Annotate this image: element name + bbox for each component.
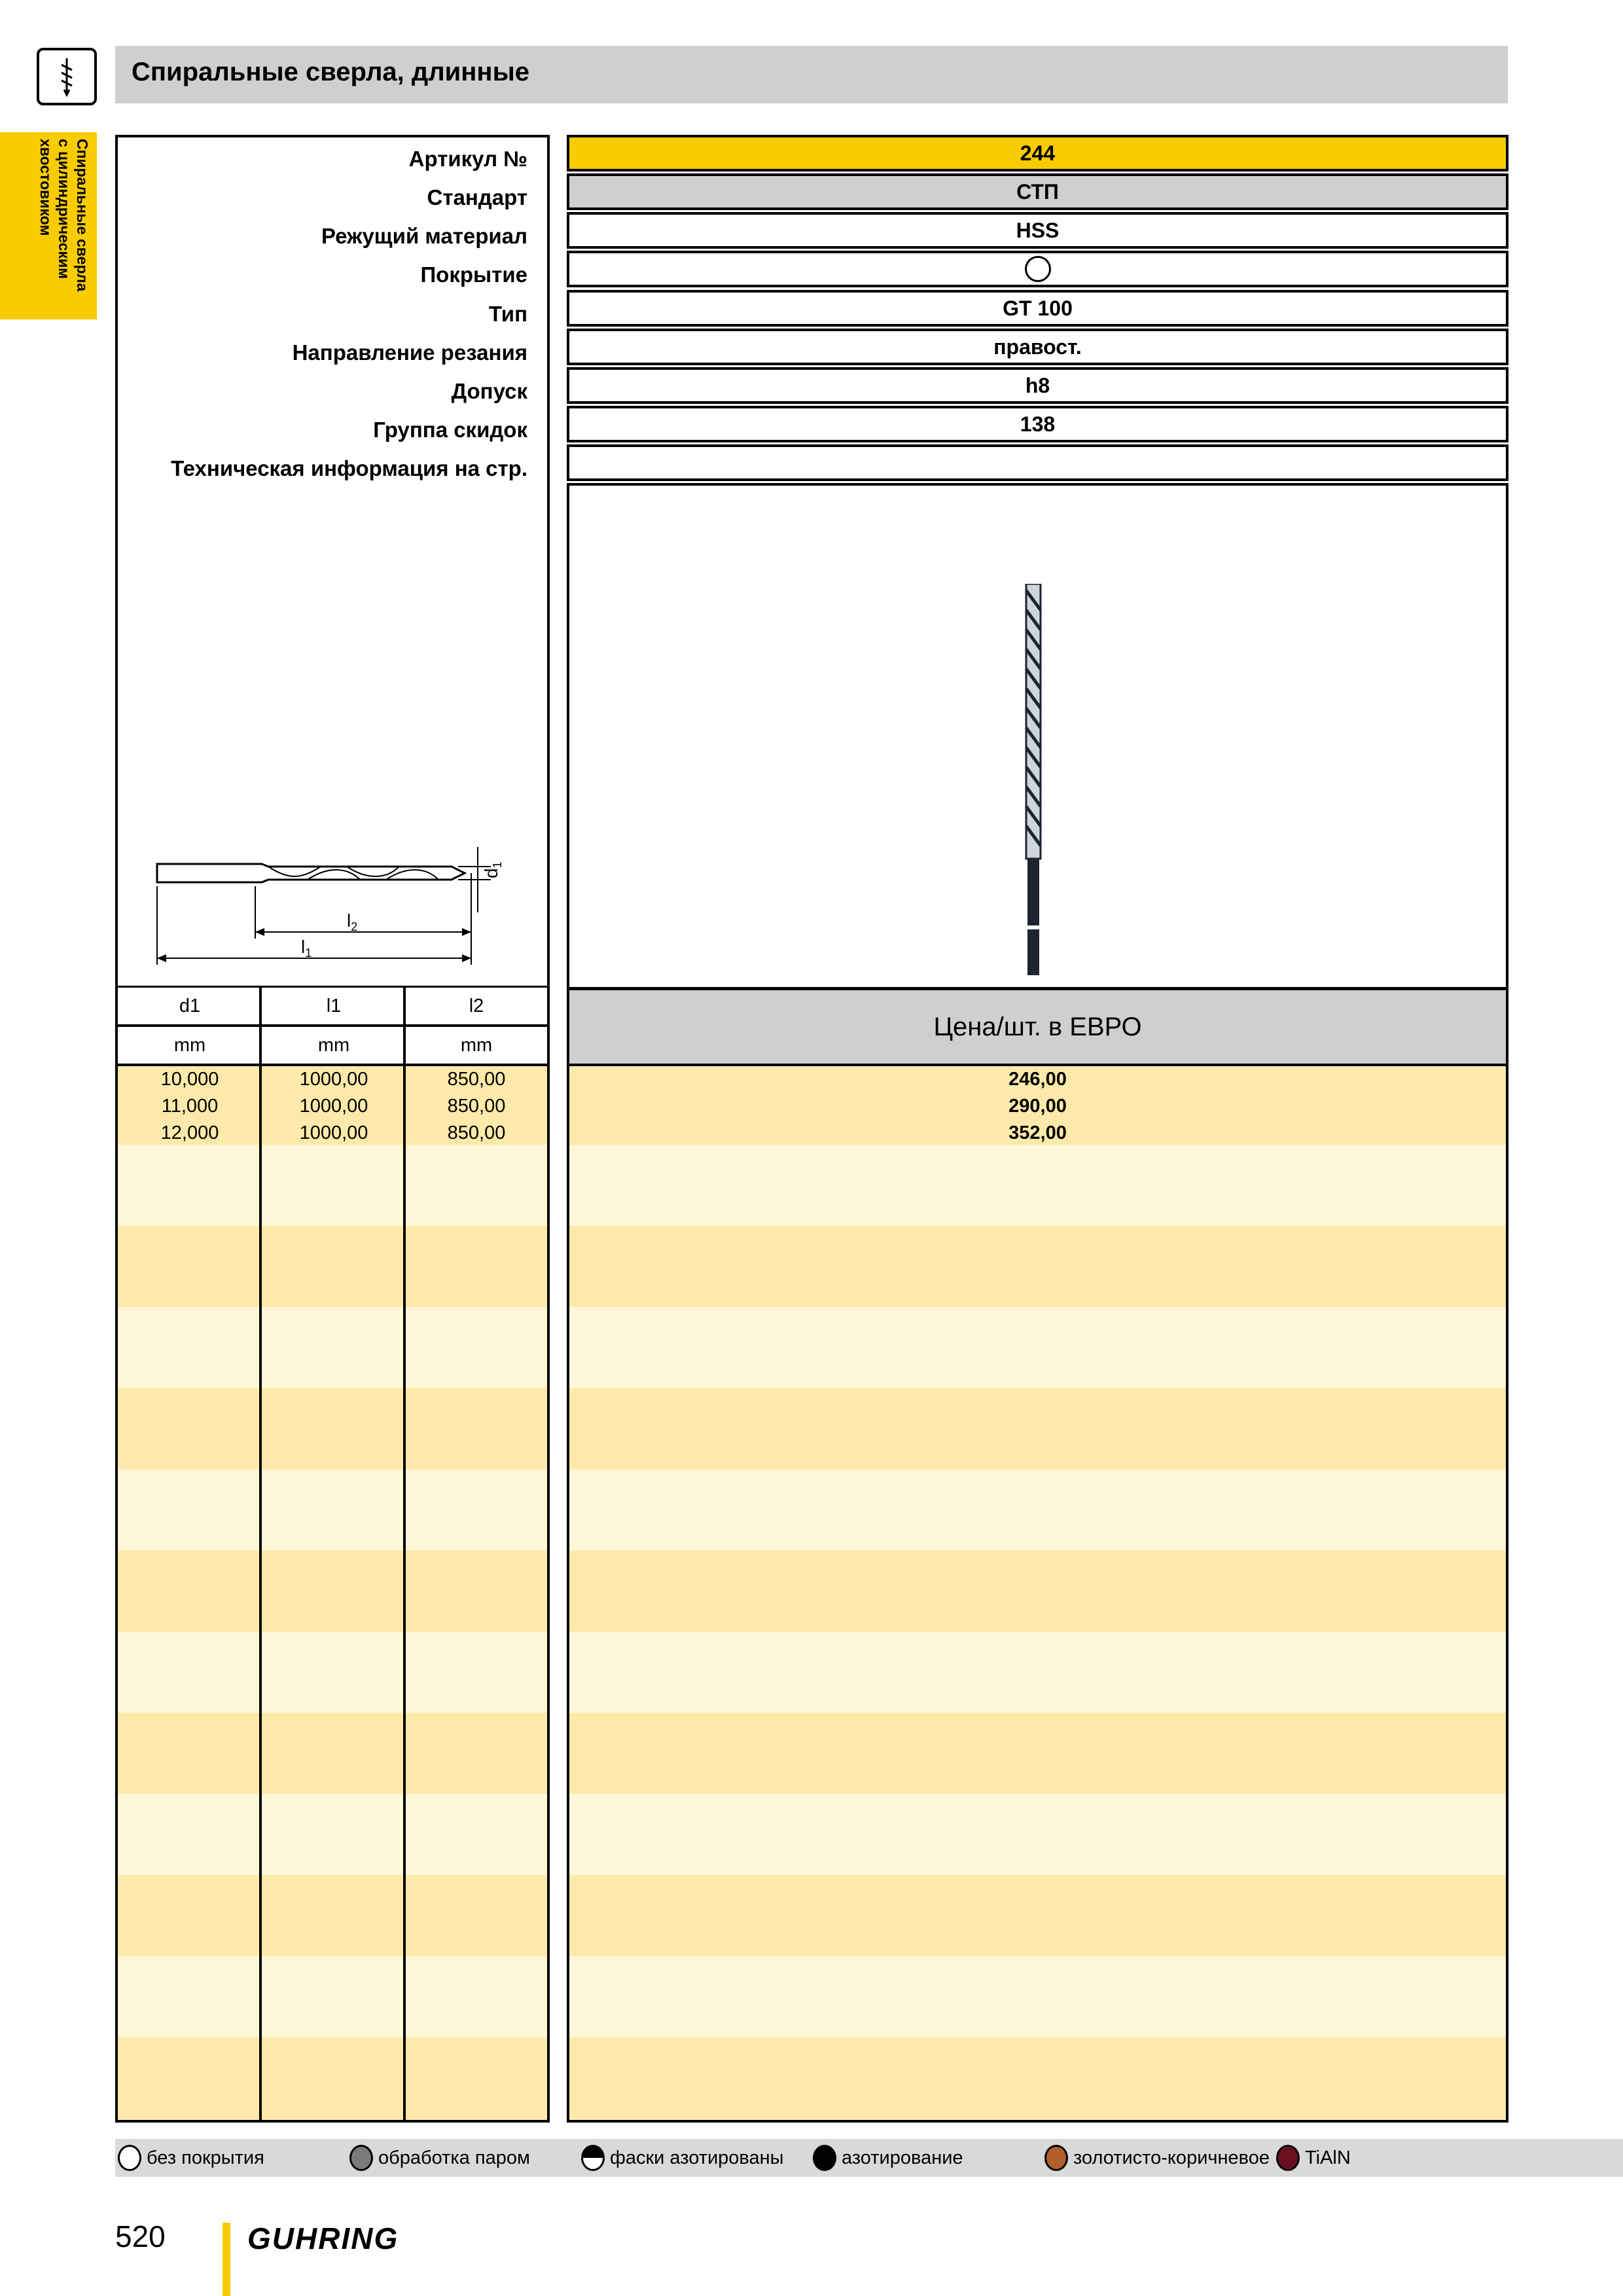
- legend-label: фаски азотированы: [610, 2147, 784, 2168]
- table-cell-l2: 850,00: [447, 1069, 506, 1090]
- black-circle-icon: [813, 2145, 836, 2171]
- table-cell-d1: 12,000: [160, 1122, 219, 1143]
- brown-circle-icon: [1044, 2145, 1068, 2171]
- side-tab-line-3: хвостовиком: [37, 139, 54, 236]
- legend-item: [581, 2143, 784, 2173]
- spec-value-material: HSS: [567, 212, 1508, 249]
- column-header-l1: l1: [262, 988, 406, 1027]
- spec-label-type: Тип: [488, 302, 527, 326]
- uncoated-circle-icon: [1025, 256, 1051, 282]
- legend-label: золотисто-коричневое: [1073, 2147, 1270, 2168]
- side-tab-line-1: Спиральные сверла: [74, 139, 91, 292]
- table-cell-d1: 10,000: [160, 1069, 219, 1090]
- table-cell-l2: 850,00: [447, 1122, 506, 1143]
- logo-icon: [37, 48, 97, 105]
- table-cell-l2: 850,00: [447, 1096, 506, 1117]
- spec-label-article: Артикул №: [408, 147, 527, 171]
- brand-logo: GUHRING: [247, 2221, 399, 2255]
- spec-value-discount-group: 138: [567, 406, 1508, 442]
- side-tab-line-2: с цилиндрическим: [56, 139, 73, 279]
- footer-accent-bar: [223, 2223, 230, 2296]
- spec-value-coating: [567, 251, 1508, 287]
- spec-label-discount-group: Группа скидок: [373, 418, 527, 442]
- half-black-circle-icon: [581, 2145, 605, 2171]
- spec-label-material: Режущий материал: [321, 224, 527, 248]
- price-cell: 246,00: [1008, 1069, 1067, 1090]
- page-title: Спиральные сверла, длинные: [132, 58, 529, 86]
- twist-drill-icon: [39, 50, 94, 103]
- legend-item: [118, 2143, 264, 2173]
- table-cell-l1: 1000,00: [299, 1122, 368, 1143]
- spec-label-standard: Стандарт: [427, 185, 527, 209]
- spec-value-tolerance: h8: [567, 367, 1508, 404]
- spec-value-direction: правост.: [567, 329, 1508, 365]
- title-bar: [115, 46, 1508, 103]
- spec-value-standard: СТП: [567, 173, 1508, 210]
- drill-product-image: [1014, 584, 1054, 977]
- spec-value-type: GT 100: [567, 290, 1508, 327]
- spec-value-article: 244: [567, 135, 1508, 171]
- legend-label: без покрытия: [147, 2147, 264, 2168]
- column-unit-l1: mm: [262, 1027, 406, 1066]
- spec-label-tech-info: Техническая информация на стр.: [171, 456, 527, 480]
- legend-item: [813, 2143, 963, 2173]
- l1-dimension-label: $l_1$: [301, 937, 312, 960]
- legend-label: TiAlN: [1305, 2147, 1351, 2168]
- price-cell: 290,00: [1008, 1096, 1067, 1117]
- coating-legend: [115, 2139, 1623, 2177]
- side-tab[interactable]: [0, 132, 97, 319]
- legend-label: азотирование: [842, 2147, 963, 2168]
- legend-item: [1044, 2143, 1270, 2173]
- price-cell: 352,00: [1008, 1122, 1067, 1143]
- table-cell-d1: 11,000: [161, 1096, 219, 1117]
- white-circle-icon: [118, 2145, 141, 2171]
- column-unit-d1: mm: [118, 1027, 262, 1066]
- spec-value-tech-info: [567, 444, 1508, 481]
- dimension-table: [115, 988, 550, 2123]
- page-number: 520: [115, 2219, 166, 2253]
- price-column-header: Цена/шт. в ЕВРО: [569, 988, 1506, 1066]
- spec-label-direction: Направление резания: [292, 340, 527, 365]
- tialn-circle-icon: [1276, 2145, 1300, 2171]
- table-cell-l1: 1000,00: [299, 1096, 368, 1117]
- legend-item: [1276, 2143, 1351, 2173]
- price-table: [567, 988, 1508, 2123]
- column-unit-l2: mm: [406, 1027, 547, 1066]
- column-header-d1: d1: [118, 988, 262, 1027]
- legend-item: [349, 2143, 530, 2173]
- table-cell-l1: 1000,00: [299, 1069, 368, 1090]
- grey-circle-icon: [349, 2145, 373, 2171]
- legend-label: обработка паром: [378, 2147, 530, 2168]
- l2-dimension-label: $l_2$: [347, 910, 358, 933]
- product-image-area: [567, 483, 1508, 990]
- column-header-l2: l2: [406, 988, 547, 1027]
- spec-label-coating: Покрытие: [420, 262, 527, 287]
- d1-dimension-label: $d_1$: [481, 861, 504, 878]
- drill-dimension-diagram: [151, 847, 517, 978]
- spec-labels-panel: [115, 135, 550, 988]
- spec-label-tolerance: Допуск: [451, 379, 527, 403]
